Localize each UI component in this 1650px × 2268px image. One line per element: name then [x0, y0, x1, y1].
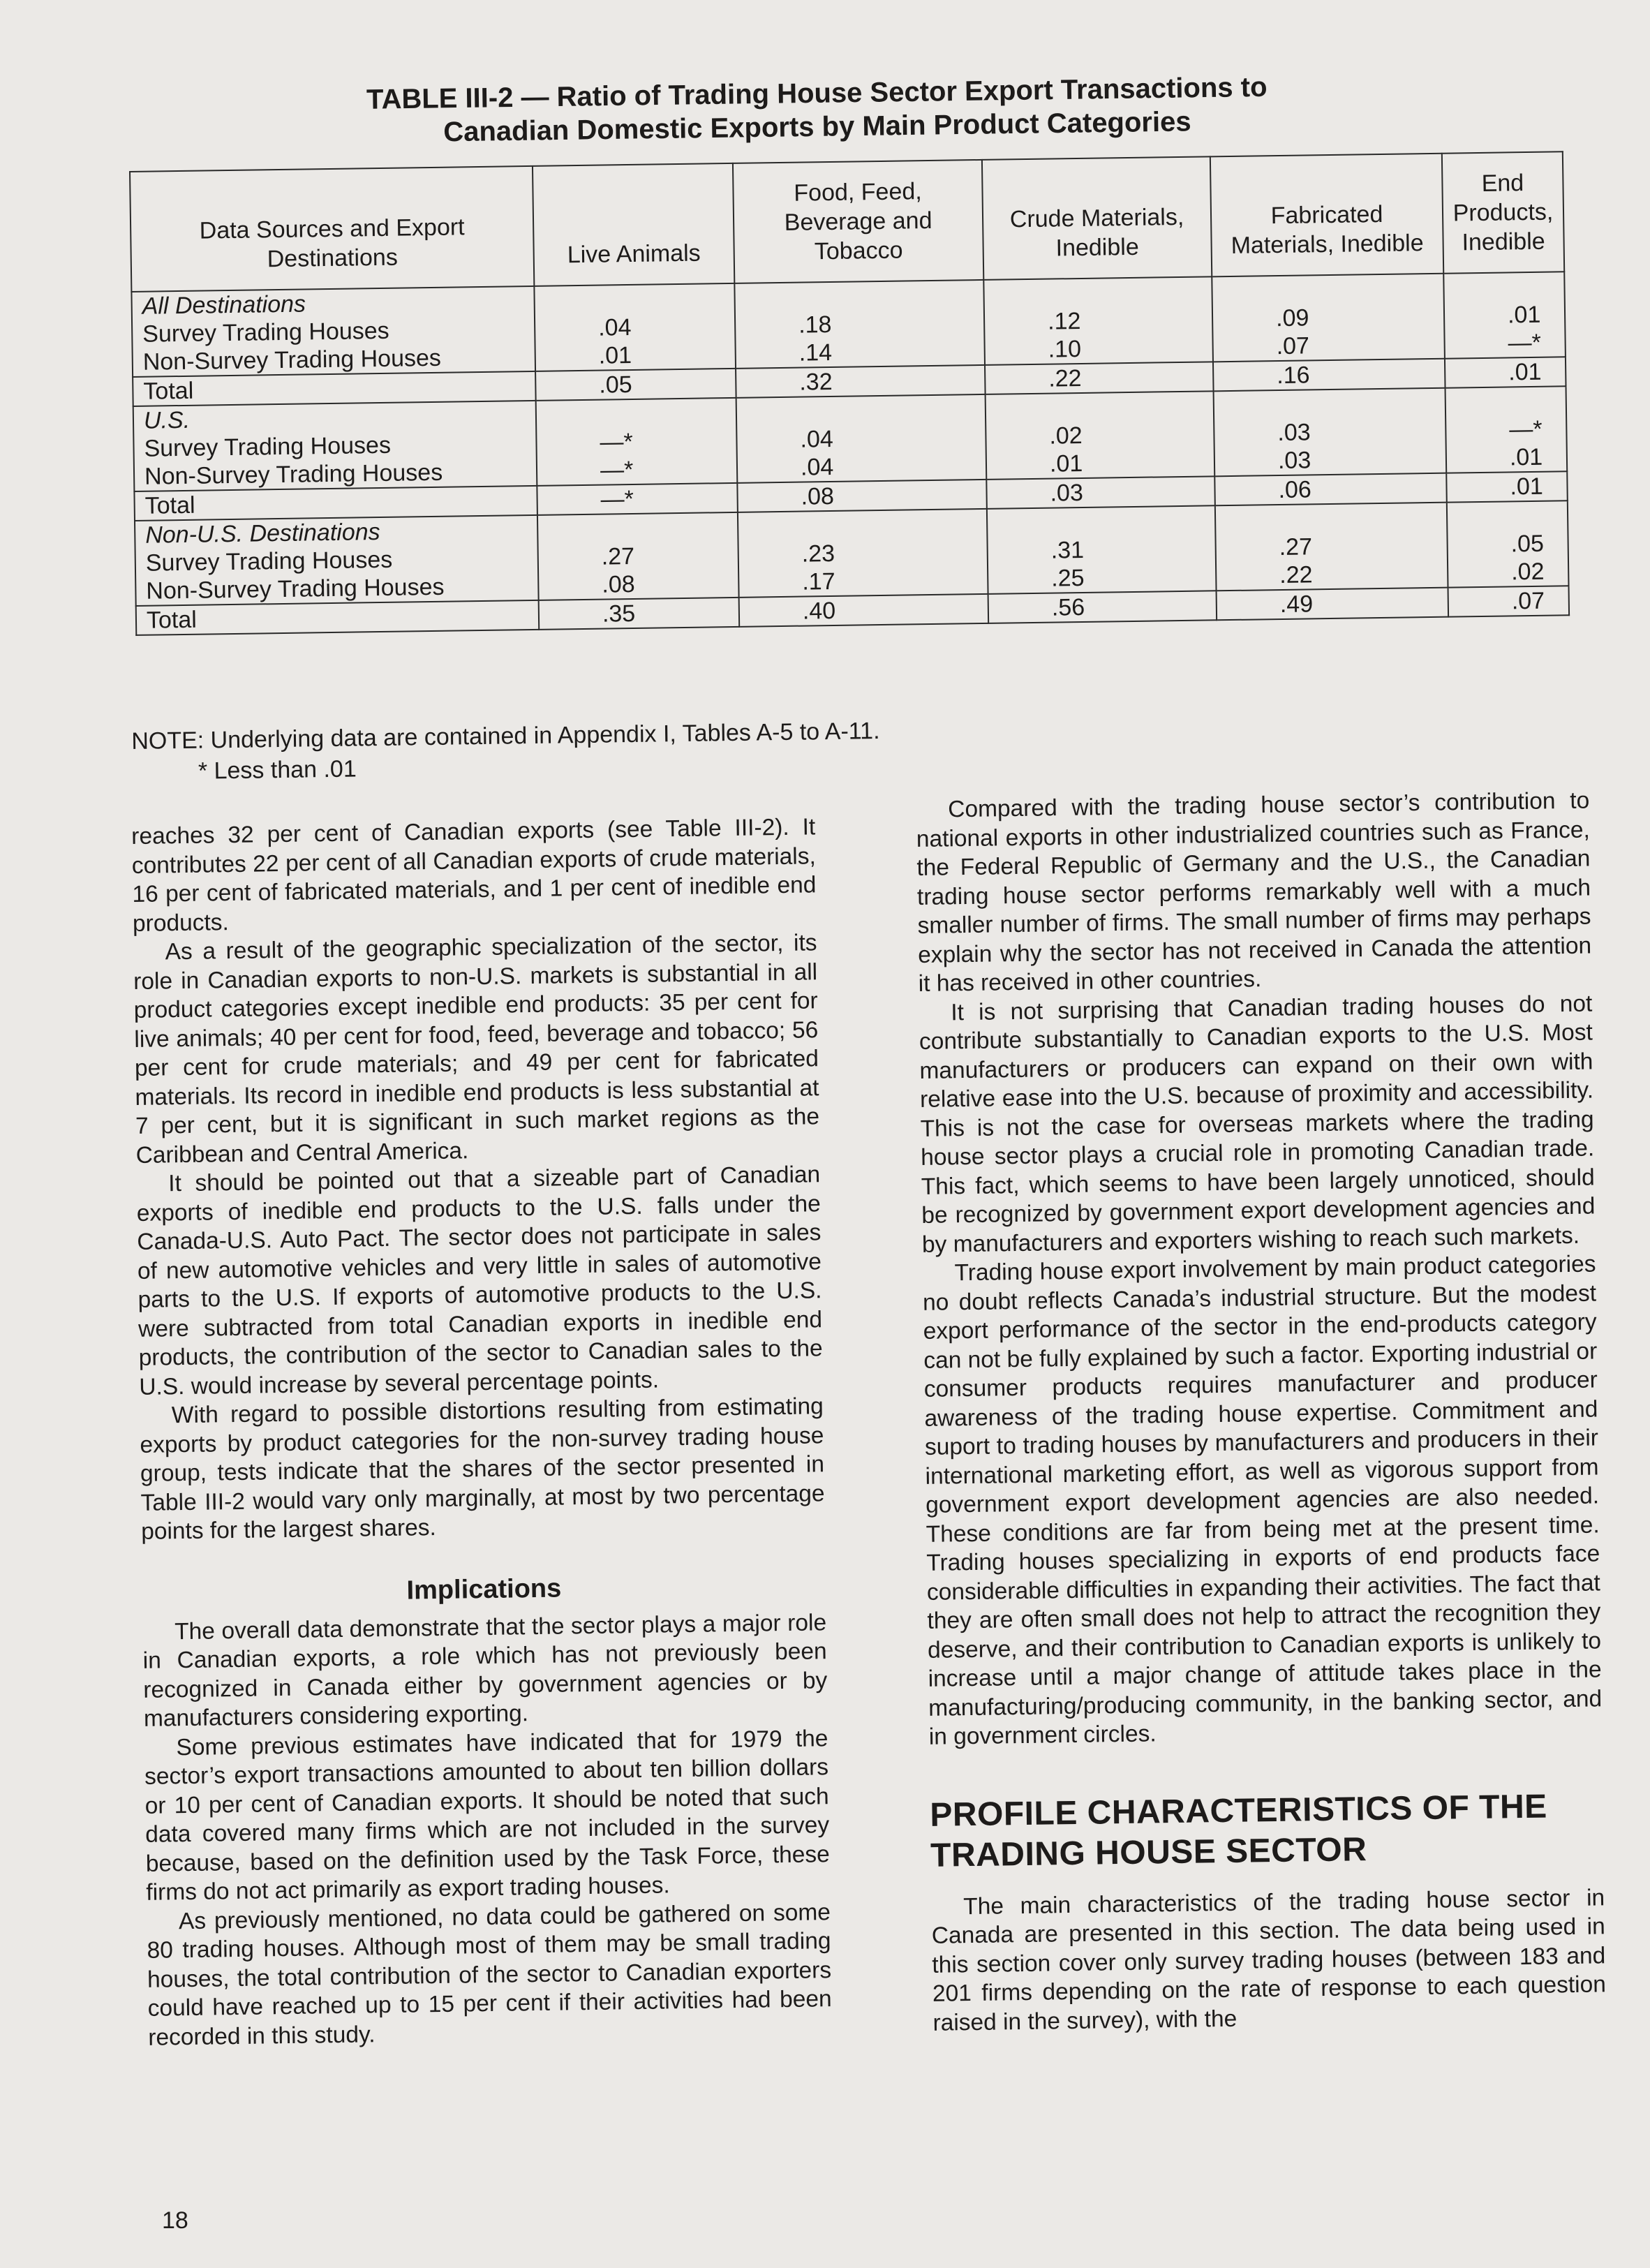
- row-label: Survey Trading Houses: [144, 431, 392, 462]
- total-label: Total: [133, 371, 536, 406]
- total-label: Total: [134, 486, 537, 521]
- row-label: Survey Trading Houses: [142, 317, 389, 348]
- value-cell: .04 .01: [534, 283, 736, 371]
- total-value: —*: [537, 483, 738, 515]
- group-label: U.S.: [143, 406, 191, 434]
- table-title-line-1: TABLE III-2 — Ratio of Trading House Sector Export Transactions to: [366, 71, 1268, 115]
- value-cell: .04 .04: [736, 394, 987, 483]
- value-cell: .27 .08: [537, 512, 739, 600]
- total-value: .01: [1446, 471, 1568, 502]
- total-value: .08: [737, 480, 987, 512]
- value-cell: .09 .07: [1212, 274, 1445, 362]
- paragraph: Compared with the trading house sector’s contribution to national exports in other industrialized countries such as France, the Federal Republic of Germany and the U.S., the Canadian trading house sector performs remarkably well with a much smaller number of firms. The small number of firms may perhaps explain why the sector has not received in Canada the attention it has received in other countries.: [916, 787, 1592, 997]
- paragraph: With regard to possible distortions resulting from estimating exports by product categories for the non-survey trading house group, tests indicate that the shares of the sector presented in Table III-2 would vary only marginally, at most by two percentage points for the largest shares.: [140, 1393, 825, 1545]
- section-heading-line-2: TRADING HOUSE SECTOR: [930, 1830, 1367, 1874]
- total-value: .56: [988, 591, 1217, 623]
- value-cell: —* —*: [536, 398, 738, 486]
- total-value: .32: [736, 365, 986, 398]
- table-footnote: * Less than .01: [198, 755, 357, 785]
- total-value: .16: [1213, 359, 1445, 392]
- table-container: [129, 151, 1570, 636]
- header-cell: Data Sources and Export Destinations: [130, 166, 534, 292]
- ratio-table: [129, 151, 1570, 636]
- total-value: .49: [1217, 588, 1449, 621]
- header-cell: Live Animals: [533, 163, 734, 286]
- row-label: Non-Survey Trading Houses: [142, 344, 442, 376]
- row-label-cell: [135, 515, 539, 606]
- header-cell: Crude Materials, Inedible: [982, 156, 1212, 280]
- value-cell: .23 .17: [738, 509, 988, 598]
- total-label: Total: [136, 600, 540, 635]
- header-cell: Fabricated Materials, Inedible: [1210, 154, 1443, 277]
- paragraph: As a result of the geographic specialization of the sector, its role in Canadian exports to non-U.S. markets is substantial in all product categories except inedible end products: 35 per cent for live animals; 40 per cent for food, feed, beverage and tobacco; 56 per cent for crude materials; and 49 per cent for fabricated materials. Its record in inedible end products is less substantial at 7 per cent, but it is significant in such market regions as the Caribbean and Central America.: [133, 930, 820, 1169]
- paragraph: The overall data demonstrate that the sector plays a major role in Canadian exports, a role which has not previously been recognized in Canada either by government agencies or by manufacturers considering exporting.: [142, 1609, 828, 1732]
- left-column: [131, 813, 833, 2052]
- value-cell: .12 .10: [983, 276, 1213, 365]
- total-value: .05: [535, 369, 736, 401]
- paragraph: Some previous estimates have indicated that for 1979 the sector’s export transactions amounted to about ten billion dollars or 10 per cent of Canadian exports. It should be noted that such data covered many firms which are not included in the survey because, based on the definition used by the Task Force, these firms do not act primarily as export trading houses.: [144, 1725, 830, 1906]
- value-cell: .02 .01: [986, 391, 1215, 480]
- header-cell: Food, Feed, Beverage and Tobacco: [733, 160, 983, 283]
- value-cell: .05 .02: [1447, 501, 1569, 587]
- paragraph: As previously mentioned, no data could be gathered on some 80 trading houses. Although most of them may be small trading houses, the total contribution of the sector to Canadian exporters could have reached up to 15 per cent if their activities had been recorded in this study.: [147, 1899, 832, 2051]
- total-value: .01: [1445, 357, 1566, 387]
- paragraph: Trading house export involvement by main product categories no doubt reflects Canada’s industrial structure. But the modest export performance of the sector in the end-products category can not be fully explained by such a factor. Exporting industrial or consumer products requires manufacturer and producer awareness of the trading house expertise. Commitment and suport to trading houses by manufacturers and producers in their international marketing effort, as well as vigorous support from government export development agencies are also needed. These conditions are far from being met at the present time. Trading houses specializing in exports of end products face considerable difficulties in expanding their activities. The fact that they are often small does not help to attract the recognition they deserve, and their contribution to Canadian exports is unlikely to increase until a major change of attitude takes place in the manufacturing/producing community, in the banking sector, and in government circles.: [922, 1251, 1603, 1750]
- total-value: .22: [985, 362, 1214, 394]
- value-cell: .18 .14: [734, 280, 985, 369]
- value-cell: .31 .25: [987, 505, 1217, 594]
- page-number: 18: [162, 2207, 188, 2234]
- group-label: Non-U.S. Destinations: [145, 519, 380, 549]
- total-value: .07: [1448, 586, 1570, 616]
- row-label: Survey Trading Houses: [145, 546, 393, 577]
- value-cell: .03 .03: [1214, 388, 1447, 477]
- row-label-cell: [131, 286, 535, 377]
- right-column: [916, 787, 1607, 2038]
- row-label-cell: [133, 401, 537, 491]
- section-heading: [930, 1786, 1605, 1876]
- table-title-line-2: Canadian Domestic Exports by Main Product Categories: [443, 106, 1191, 148]
- value-cell: .01 —*: [1443, 272, 1566, 358]
- paragraph: The main characteristics of the trading house sector in Canada are presented in this section. The data being used in this section cover only survey trading houses (between 183 and 201 firms depending on the rate of response to each question raised in the survey), with the: [931, 1884, 1607, 2036]
- section-heading-line-1: PROFILE CHARACTERISTICS OF THE: [930, 1788, 1548, 1834]
- group-label: All Destinations: [142, 290, 306, 320]
- table-title: [209, 68, 1425, 152]
- paragraph: It is not surprising that Canadian trading houses do not contribute substantially to Canadian exports to the U.S. Most manufacturers or producers can expand on their own with relative ease into the U.S. because of proximity and accessibility. This is not the case for overseas markets where the trading house sector plays a crucial role in promoting Canadian trade. This fact, which seems to have been largely unnoticed, should be recognized by government export development agencies and by manufacturers and exporters wishing to reach such markets.: [919, 990, 1596, 1258]
- row-label: Non-Survey Trading Houses: [144, 459, 443, 490]
- value-cell: .27 .22: [1215, 503, 1448, 591]
- paragraph: It should be pointed out that a sizeable part of Canadian exports of inedible end products to the U.S. falls under the Canada-U.S. Auto Pact. The sector does not participate in sales of new automotive vehicles and very little in sales of automotive parts to the U.S. If exports of automotive products to the U.S. were subtracted from total Canadian exports in inedible end products, the contribution of the sector to Canadian sales to the U.S. would increase by several percentage points.: [136, 1162, 823, 1400]
- value-cell: —* .01: [1445, 386, 1568, 473]
- section-subheading: Implications: [406, 1573, 562, 1606]
- total-value: .03: [986, 476, 1215, 509]
- table-header-row: [130, 151, 1564, 292]
- paragraph: reaches 32 per cent of Canadian exports (see Table III-2). It contributes 22 per cent of all Canadian exports of crude materials, 16 per cent of fabricated materials, and 1 per cent of inedible end products.: [131, 814, 817, 937]
- total-value: .35: [539, 598, 740, 630]
- table-note: [131, 716, 880, 787]
- header-cell: End Products, Inedible: [1442, 151, 1564, 273]
- total-value: .40: [739, 594, 989, 627]
- total-value: .06: [1214, 473, 1447, 506]
- row-label: Non-Survey Trading Houses: [146, 573, 445, 605]
- table-note-text: NOTE: Underlying data are contained in Appendix I, Tables A-5 to A-11.: [131, 718, 880, 755]
